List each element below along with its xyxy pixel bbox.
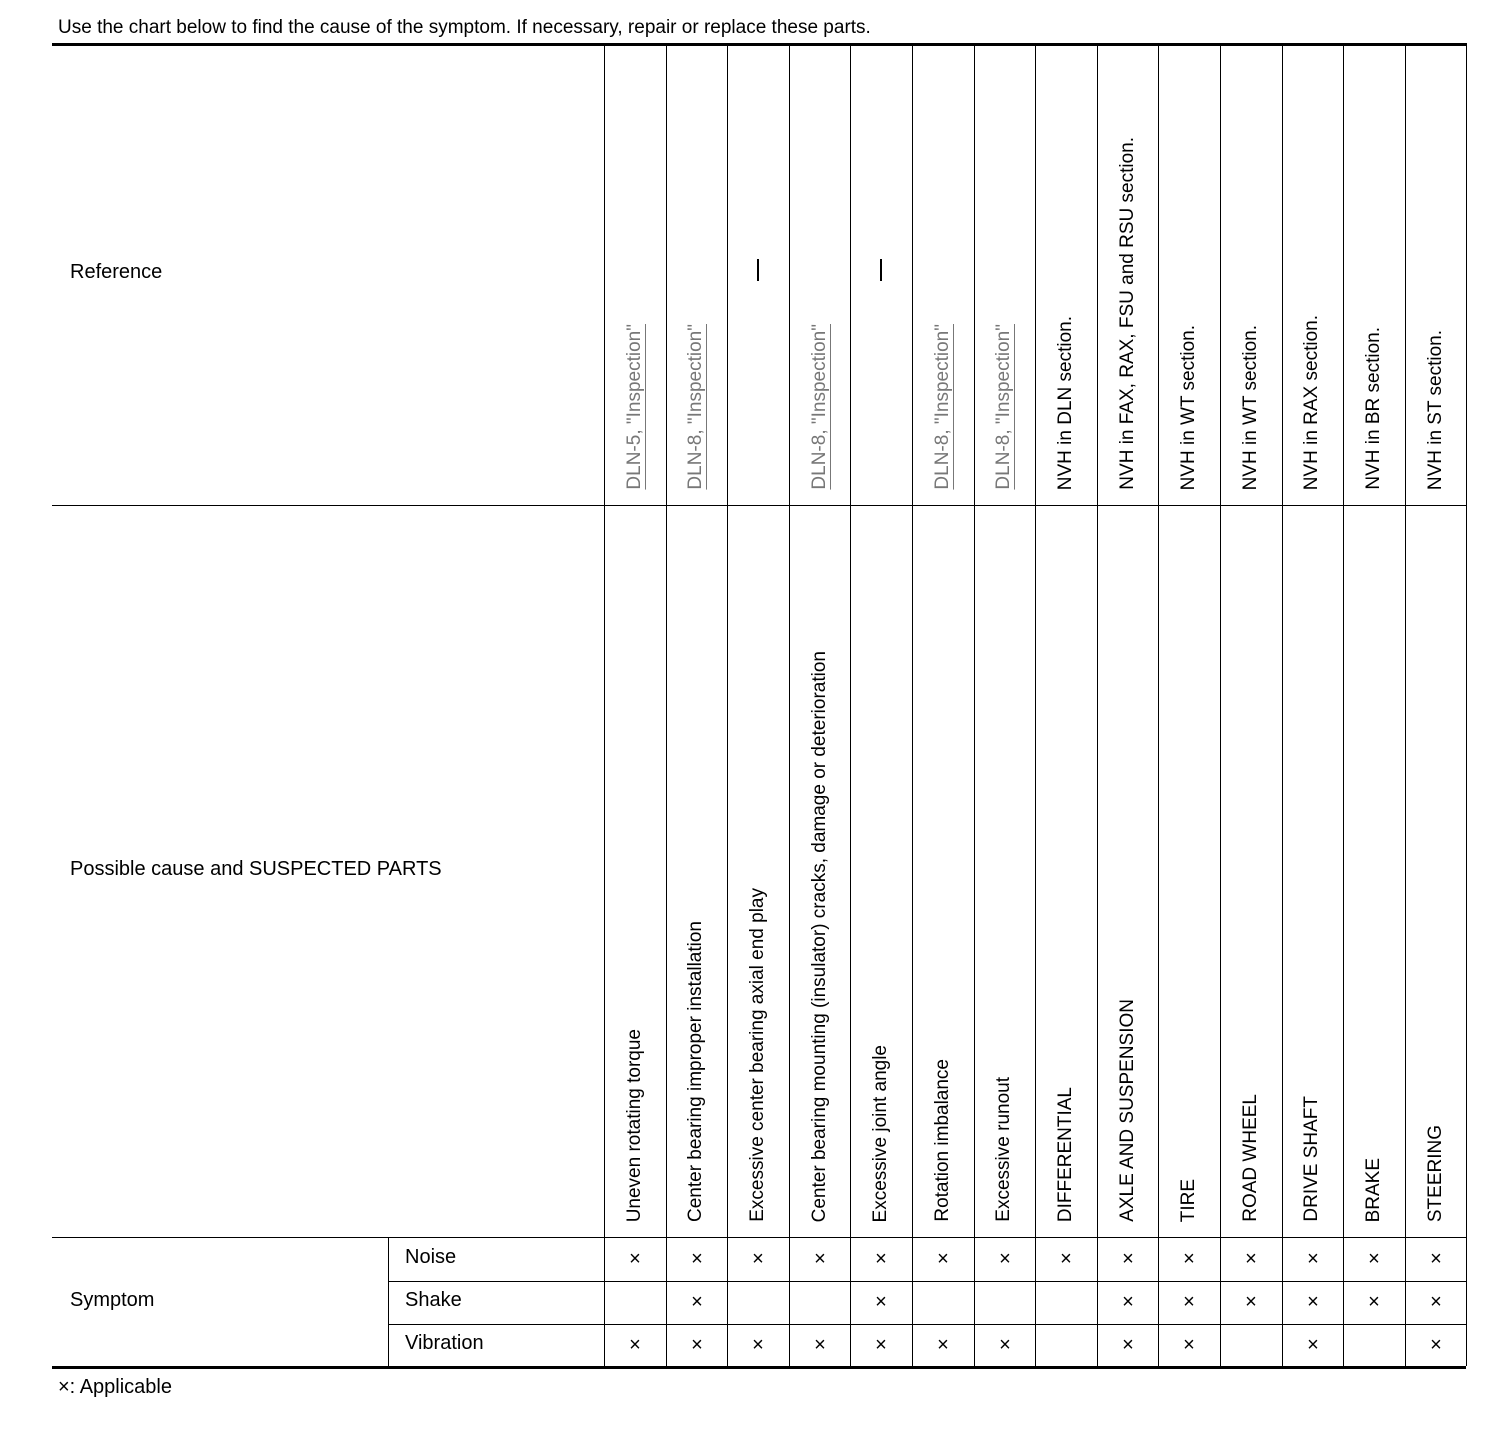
reference-text: NVH in BR section. [1363,327,1384,490]
reference-row-header: Reference [70,261,163,283]
symptom-row-header: Symptom [70,1289,155,1311]
suspected-part-label: Center bearing improper installation [685,921,706,1222]
reference-text: NVH in WT section. [1240,324,1261,490]
empty-cell [1220,1324,1282,1366]
column-divider [789,43,790,1366]
applicable-mark: × [999,1247,1011,1270]
applicable-mark: × [629,1247,641,1270]
suspected-part-label: DIFFERENTIAL [1055,1086,1076,1222]
empty-cell [974,1281,1036,1324]
symptom-noise-label: Noise [405,1246,457,1268]
applicable-mark: × [1430,1247,1442,1270]
symptom-divider [388,1237,389,1366]
applicable-mark: × [937,1247,949,1270]
column-divider [1158,43,1159,1366]
applicable-mark: × [1245,1247,1257,1270]
suspected-part-label: BRAKE [1363,1157,1384,1222]
applicable-mark: × [691,1247,703,1270]
column-divider [1343,43,1344,1366]
applicable-mark: × [999,1333,1011,1356]
column-divider [850,43,851,1366]
applicable-mark: × [752,1247,764,1270]
applicable-mark: × [937,1333,949,1356]
suspected-part-label: ROAD WHEEL [1240,1094,1261,1222]
applicable-mark: × [1122,1291,1134,1313]
applicable-mark: × [1183,1333,1195,1356]
empty-cell [1035,1281,1097,1324]
column-divider [604,43,605,1366]
empty-cell [727,1281,789,1324]
suspected-part-label: TIRE [1178,1178,1199,1222]
suspected-part-label: DRIVE SHAFT [1301,1096,1322,1222]
column-divider [912,43,913,1366]
reference-link[interactable]: DLN-8, "Inspection" [993,324,1014,490]
column-divider [1405,43,1406,1366]
table-top-rule [52,43,1466,46]
reference-link[interactable]: DLN-8, "Inspection" [932,324,953,490]
column-divider [727,43,728,1366]
intro-text: Use the chart below to find the cause of the symptom. If necessary, repair or replace these parts. [58,17,871,38]
applicable-mark: × [875,1247,887,1270]
column-divider [974,43,975,1366]
applicable-mark: × [1368,1291,1380,1313]
applicable-mark: × [1183,1247,1195,1270]
applicable-mark: × [1430,1291,1442,1313]
applicable-mark: × [1430,1333,1442,1356]
applicable-mark: × [1307,1247,1319,1270]
applicable-mark: × [1307,1333,1319,1356]
empty-cell [604,1281,666,1324]
reference-text: NVH in DLN section. [1055,315,1076,490]
reference-row-rule [52,505,1466,506]
empty-cell [1343,1324,1405,1366]
applicable-mark: × [814,1333,826,1356]
reference-dash [880,259,882,281]
applicable-mark: × [1245,1291,1257,1313]
applicable-mark: × [1307,1291,1319,1313]
empty-cell [912,1281,974,1324]
column-divider [1282,43,1283,1366]
applicable-mark: × [1122,1333,1134,1356]
applicable-mark: × [1368,1247,1380,1270]
suspected-part-label: AXLE AND SUSPENSION [1117,999,1138,1222]
column-divider [1466,43,1467,1366]
empty-cell [789,1281,851,1324]
reference-link[interactable]: DLN-5, "Inspection" [624,324,645,490]
applicable-mark: × [1183,1291,1195,1313]
reference-text: NVH in ST section. [1425,329,1446,490]
applicable-mark: × [814,1247,826,1270]
table-bottom-rule [52,1366,1466,1369]
applicable-mark: × [1060,1247,1072,1270]
column-divider [1035,43,1036,1366]
suspected-part-label: Excessive center bearing axial end play [747,888,768,1222]
reference-dash [757,259,759,281]
applicable-mark: × [875,1291,887,1313]
symptom-vibration-label: Vibration [405,1332,484,1354]
reference-text: NVH in RAX section. [1301,314,1322,490]
suspected-part-label: Excessive runout [993,1077,1014,1222]
suspected-part-label: STEERING [1425,1124,1446,1222]
suspected-part-label: Center bearing mounting (insulator) cracks, damage or deterioration [809,650,830,1222]
reference-link[interactable]: DLN-8, "Inspection" [809,324,830,490]
suspected-part-label: Rotation imbalance [932,1059,953,1222]
legend-text: ×: Applicable [58,1376,172,1398]
empty-cell [1035,1324,1097,1366]
applicable-mark: × [629,1333,641,1356]
suspected-part-label: Excessive joint angle [870,1044,891,1222]
applicable-mark: × [875,1333,887,1356]
applicable-mark: × [691,1333,703,1356]
column-divider [1220,43,1221,1366]
symptom-shake-label: Shake [405,1289,462,1311]
column-divider [1097,43,1098,1366]
reference-text: NVH in WT section. [1178,324,1199,490]
suspected-part-label: Uneven rotating torque [624,1028,645,1222]
applicable-mark: × [1122,1247,1134,1270]
applicable-mark: × [691,1291,703,1313]
applicable-mark: × [752,1333,764,1356]
reference-link[interactable]: DLN-8, "Inspection" [685,324,706,490]
reference-text: NVH in FAX, RAX, FSU and RSU section. [1117,137,1138,490]
column-divider [666,43,667,1366]
possible-cause-row-header: Possible cause and SUSPECTED PARTS [70,858,442,880]
